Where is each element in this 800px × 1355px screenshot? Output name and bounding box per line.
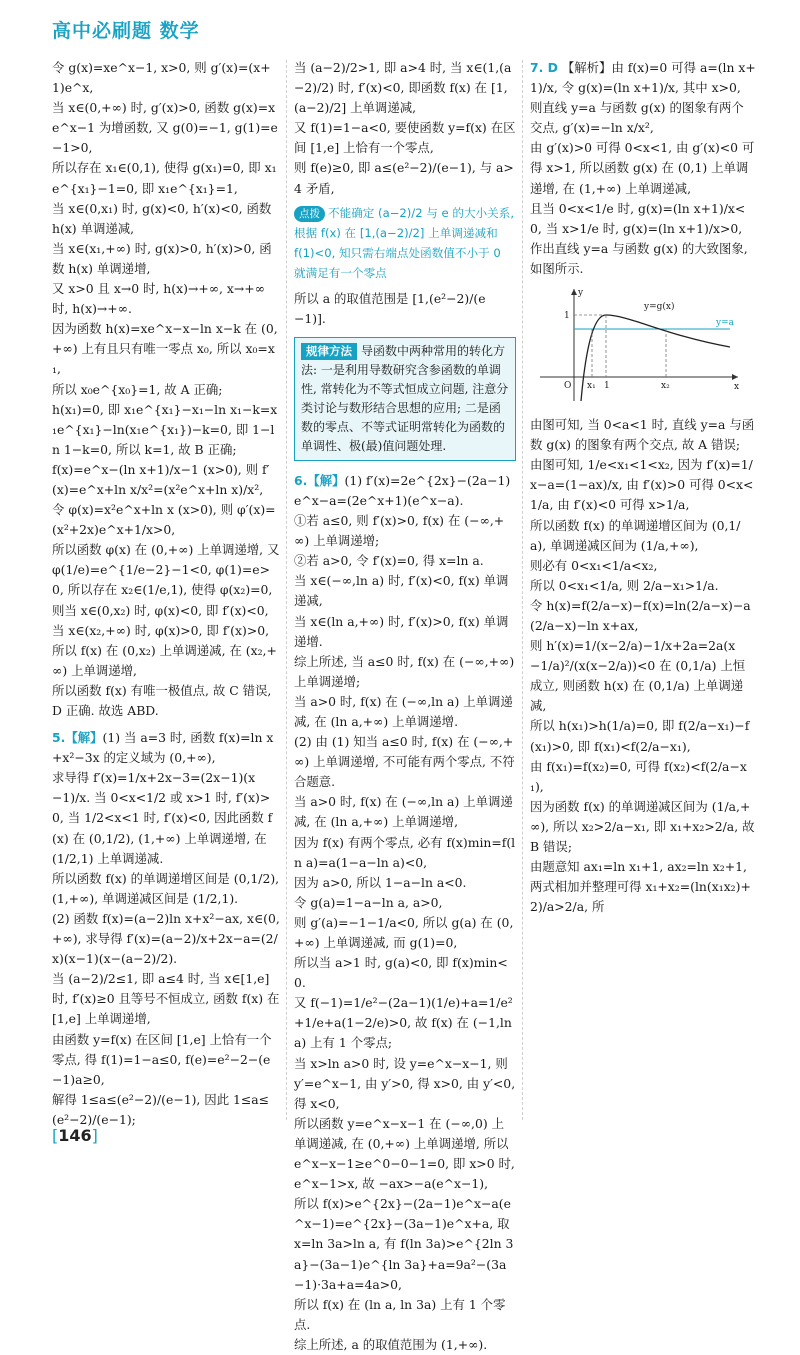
solution-line: 令 h(x)=f(2/a−x)−f(x)=ln(2/a−x)−a(2/a−x)−ln x+ax, — [530, 597, 751, 633]
solution-line: 因为 f(x) 有两个零点, 必有 f(x)min=f(ln a)=a(1−a−ln a)<0, — [294, 834, 516, 870]
solution-line: 由函数 y=f(x) 在区间 [1,e] 上恰有一个零点, 得 f(1)=1−a≤0, f(e)=e²−2−(e−1)a≥0, — [52, 1031, 272, 1087]
solution-line: 且当 0<x<1/e 时, g(x)=(ln x+1)/x<0, 当 x>1/e 时, g(x)=(ln x+1)/x>0, — [530, 200, 746, 236]
x-axis-label: x — [734, 382, 740, 393]
solution-line: 由题意知 ax₁=ln x₁+1, ax₂=ln x₂+1, 两式相加并整理可得 x₁+x₂=(ln(x₁x₂)+2)/a>2/a, 所 — [530, 859, 751, 915]
solution-line: 因为函数 f(x) 的单调递减区间为 (1/a,+∞), 所以 x₂>2/a−x₁, 即 x₁+x₂>2/a, 故 B 错误; — [530, 798, 755, 854]
column-divider — [522, 60, 523, 1120]
question-5 — [52, 728, 280, 768]
solution-line: 由图可知, 1/e<x₁<1<x₂, 因为 f′(x)=1/x−a=(1−ax)/x, 由 f′(x)>0 可得 0<x<1/a, 由 f′(x)<0 可得 x>1/a, — [530, 457, 754, 513]
solution-line: 综上所述, a 的取值范围为 (1,+∞). — [294, 1336, 488, 1352]
solution-line: (1) f′(x)=2e^{2x}−(2a−1)e^x−a=(2e^x+1)(e^x−a). — [294, 472, 511, 508]
solution-line: 当 x>ln a>0 时, 设 y=e^x−x−1, 则 y′=e^x−1, 由 y′>0, 得 x>0, 由 y′<0, 得 x<0, — [294, 1055, 516, 1111]
solution-line: 所以存在 x₁∈(0,1), 使得 g(x₁)=0, 即 x₁e^{x₁}−1=0, 即 x₁e^{x₁}=1, — [52, 160, 277, 196]
solution-line: f(x)=e^x−(ln x+1)/x−1 (x>0), 则 f′(x)=e^x+ln x/x²=(x²e^x+ln x)/x², — [52, 461, 270, 497]
y-axis-label: y — [578, 288, 584, 299]
hint-text: 不能确定 (a−2)/2 与 e 的大小关系, 根据 f(x) 在 [1,(a−2)/2] 上单调递减和 f(1)<0, 知只需右端点处函数值不小于 0 就满足有一个零点 — [294, 205, 515, 280]
column-1 — [52, 58, 280, 1127]
conclusion-line: 所以 a 的取值范围是 [1,(e²−2)/(e−1)]. — [294, 290, 486, 326]
solution-line: 因为 a>0, 所以 1−a−ln a<0. — [294, 874, 467, 890]
solution-line: h(x₁)=0, 即 x₁e^{x₁}−x₁−ln x₁−k=x₁e^{x₁}−ln(x₁e^{x₁})−k=0, 即 1−ln 1−k=0, 所以 k=1, 故 B 正确; — [52, 401, 278, 457]
hint-note — [294, 203, 516, 283]
solution-line: 求导得 f′(x)=1/x+2x−3=(2x−1)(x−1)/x. 当 0<x<1/2 或 x>1 时, f′(x)>0, 当 1/2<x<1 时, f′(x)<0, 因此函数 f(x) 在 (0,1/2), (1,+∞) 上单调递增, 在 (1/2,1) 上单调递减. — [52, 770, 273, 866]
solution-line: 所以函数 φ(x) 在 (0,+∞) 上单调递增, 又 φ(1/e)=e^{1/e−2}−1<0, φ(1)=e>0, 所以存在 x₂∈(1/e,1), 使得 φ(x₂)=0, — [52, 542, 280, 598]
solution-line: 令 g(a)=1−a−ln a, a>0, — [294, 894, 443, 910]
solution-line: 当 x∈(−∞,ln a) 时, f′(x)<0, f(x) 单调递减, — [294, 573, 509, 609]
solution-line: 则 h′(x)=1/(x−2/a)−1/x+2a=2a(x−1/a)²/(x(x−2/a))<0 在 (0,1/a) 上恒成立, 则函数 h(x) 在 (0,1/a) 上单调递减, — [530, 638, 746, 714]
solution-line: 则直线 y=a 与函数 g(x) 的图象有两个交点, g′(x)=−ln x/x², — [530, 100, 744, 136]
solution-line: 又 f(1)=1−a<0, 要使函数 y=f(x) 在区间 [1,e] 上恰有一个零点, — [294, 120, 516, 156]
x2-tick: x₂ — [661, 381, 670, 392]
solution-line: (2) 函数 f(x)=(a−2)ln x+x²−ax, x∈(0,+∞), 求导得 f′(x)=(a−2)/x+2x−a=(2/x)(x−1)(x−(a−2)/2). — [52, 910, 280, 967]
page-number: [146] — [52, 1126, 98, 1145]
solution-line: 由 g′(x)>0 可得 0<x<1, 由 g′(x)<0 可得 x>1, 所以函数 g(x) 在 (0,1) 上单调递增, 在 (1,+∞) 上单调递减, — [530, 140, 755, 196]
solution-line: 则 f(e)≥0, 即 a≤(e²−2)/(e−1), 与 a>4 矛盾, — [294, 160, 514, 196]
solution-line: 则当 x∈(0,x₂) 时, φ(x)<0, 即 f′(x)<0, 当 x∈(x₂,+∞) 时, φ(x)>0, 即 f′(x)>0, 所以 f(x) 在 (0,x₂) 上单调递减, 在 (x₂,+∞) 上单调递增, — [52, 602, 277, 678]
solution-line: 所以 f(x)>e^{2x}−(2a−1)e^x−a(e^x−1)=e^{2x}−(3a−1)e^x+a, 取 x=ln 3a>ln a, 有 f(ln 3a)>e^{2ln 3a}−(3a−1)e^{ln 3a}+a=9a²−(3a−1)·3a+a=4a>0, — [294, 1196, 514, 1292]
solution-line: 当 a>0 时, f(x) 在 (−∞,ln a) 上单调递减, 在 (ln a,+∞) 上单调递增. — [294, 693, 513, 729]
solution-line: 令 φ(x)=x²e^x+ln x (x>0), 则 φ′(x)=(x²+2x)e^x+1/x>0, — [52, 502, 276, 538]
question-5-tag: 5.【解】 — [52, 730, 103, 746]
solution-line: 解得 1≤a≤(e²−2)/(e−1), 因此 1≤a≤(e²−2)/(e−1); — [52, 1091, 270, 1127]
solution-line: 所以函数 f(x) 有唯一极值点, 故 C 错误, D 正确. 故选 ABD. — [52, 682, 272, 718]
solution-line: 所以 h(x₁)>h(1/a)=0, 即 f(2/a−x₁)−f(x₁)>0, 即 f(x₁)<f(2/a−x₁), — [530, 718, 750, 754]
column-3 — [530, 58, 756, 1120]
solution-line: 所以函数 y=e^x−x−1 在 (−∞,0) 上单调递减, 在 (0,+∞) 上单调递增, 所以 e^x−x−1≥e^0−0−1=0, 即 x>0 时, e^x−1>x, 故 −ax>−a(e^x−1), — [294, 1115, 515, 1192]
method-label: 规律方法 — [301, 343, 357, 360]
solution-line: 所以 0<x₁<1/a, 则 2/a−x₁>1/a. — [530, 577, 719, 593]
solution-line: 当 x∈(0,x₁) 时, g(x)<0, h′(x)<0, 函数 h(x) 单调递减, — [52, 200, 272, 236]
solution-line: 【解析】由 f(x)=0 可得 a=(ln x+1)/x, 令 g(x)=(ln x+1)/x, 其中 x>0, — [530, 60, 756, 96]
solution-line: 综上所述, 当 a≤0 时, f(x) 在 (−∞,+∞) 上单调递增; — [294, 653, 515, 689]
solution-line: 由 f(x₁)=f(x₂)=0, 可得 f(x₂)<f(2/a−x₁), — [530, 758, 747, 794]
solution-line: 所以函数 f(x) 的单调递增区间是 (0,1/2), (1,+∞), 单调递减区间是 (1/2,1). — [52, 870, 280, 906]
y-axis-arrow — [571, 289, 577, 295]
solution-line: 又 f(−1)=1/e²−(2a−1)(1/e)+a=1/e²+1/e+a(1−2/e)>0, 故 f(x) 在 (−1,ln a) 上有 1 个零点; — [294, 995, 513, 1051]
solution-line: 令 g(x)=xe^x−1, x>0, 则 g′(x)=(x+1)e^x, — [52, 60, 271, 96]
solution-line: 则 g′(a)=−1−1/a<0, 所以 g(a) 在 (0,+∞) 上单调递减, 而 g(1)=0, — [294, 914, 514, 950]
x1-tick: x₁ — [587, 381, 596, 392]
method-text: 导函数中两种常用的转化方法: 一是利用导数研究含参函数的单调性, 常转化为不等式恒成立问题, 注意分类讨论与数形结合思想的应用; 二是函数的零点、不等式证明常转化为函数的单调性、极(最)值问题处理. — [301, 343, 509, 453]
question-7-tag: 7. D — [530, 60, 558, 75]
hint-badge: 点拨 — [294, 206, 325, 222]
solution-line: 当 x∈(0,+∞) 时, g′(x)>0, 函数 g(x)=xe^x−1 为增函数, 又 g(0)=−1, g(1)=e−1>0, — [52, 100, 278, 156]
question-6-tag: 6.【解】 — [294, 472, 345, 488]
solution-line: (1) 当 a=3 时, 函数 f(x)=ln x+x²−3x 的定义域为 (0,+∞), — [52, 730, 274, 766]
x-axis-arrow — [732, 374, 738, 380]
solution-line: 由图可知, 当 0<a<1 时, 直线 y=a 与函数 g(x) 的图象有两个交点, 故 A 错误; — [530, 417, 755, 453]
solution-line: 当 a>0 时, f(x) 在 (−∞,ln a) 上单调递减, 在 (ln a,+∞) 上单调递增, — [294, 794, 513, 830]
solution-line: 当 (a−2)/2≤1, 即 a≤4 时, 当 x∈[1,e] 时, f′(x)≥0 且等号不恒成立, 函数 f(x) 在 [1,e] 上单调递增, — [52, 971, 280, 1027]
question-6 — [294, 471, 516, 511]
solution-line: 当 (a−2)/2>1, 即 a>4 时, 当 x∈(1,(a−2)/2) 时, f′(x)<0, 即函数 f(x) 在 [1,(a−2)/2] 上单调递减, — [294, 60, 512, 116]
solution-line: ①若 a≤0, 则 f′(x)>0, f(x) 在 (−∞,+∞) 上单调递增; — [294, 513, 505, 549]
solution-line: 所以 f(x) 在 (ln a, ln 3a) 上有 1 个零点. — [294, 1296, 506, 1332]
origin-label: O — [564, 381, 572, 392]
function-graph — [534, 285, 744, 405]
solution-line: ②若 a>0, 令 f′(x)=0, 得 x=ln a. — [294, 553, 484, 569]
header-title: 高中必刷题 数学 — [52, 20, 200, 42]
solution-line: 则必有 0<x₁<1/a<x₂, — [530, 557, 658, 573]
solution-line: 所以当 a>1 时, g(a)<0, 即 f(x)min<0. — [294, 955, 508, 991]
curve-label: y=g(x) — [644, 302, 675, 313]
y-tick-one: 1 — [564, 311, 570, 322]
solution-line: 因为函数 h(x)=xe^x−x−ln x−k 在 (0,+∞) 上有且只有唯一零点 x₀, 所以 x₀=x₁, — [52, 321, 278, 377]
x-tick-one: 1 — [604, 381, 610, 392]
column-divider — [286, 60, 287, 1120]
solution-line: 所以函数 f(x) 的单调递增区间为 (0,1/a), 单调递减区间为 (1/a,+∞), — [530, 517, 741, 553]
solution-line: 所以 x₀e^{x₀}=1, 故 A 正确; — [52, 381, 223, 397]
solution-line: 当 x∈(x₁,+∞) 时, g(x)>0, h′(x)>0, 函数 h(x) 单调递增, — [52, 240, 272, 276]
page-header — [52, 10, 752, 50]
line-label: y=a — [716, 318, 734, 329]
solution-line: 又 x>0 且 x→0 时, h(x)→+∞, x→+∞ 时, h(x)→+∞. — [52, 281, 265, 317]
solution-line: 当 x∈(ln a,+∞) 时, f′(x)>0, f(x) 单调递增. — [294, 613, 509, 649]
page-number-value: 146 — [58, 1126, 92, 1145]
solution-line: (2) 由 (1) 知当 a≤0 时, f(x) 在 (−∞,+∞) 上单调递增, 不可能有两个零点, 不符合题意. — [294, 734, 515, 790]
column-2 — [294, 58, 516, 1352]
question-7 — [530, 58, 756, 98]
solution-line: 作出直线 y=a 与函数 g(x) 的大致图象, 如图所示. — [530, 240, 748, 276]
method-box — [294, 337, 516, 461]
